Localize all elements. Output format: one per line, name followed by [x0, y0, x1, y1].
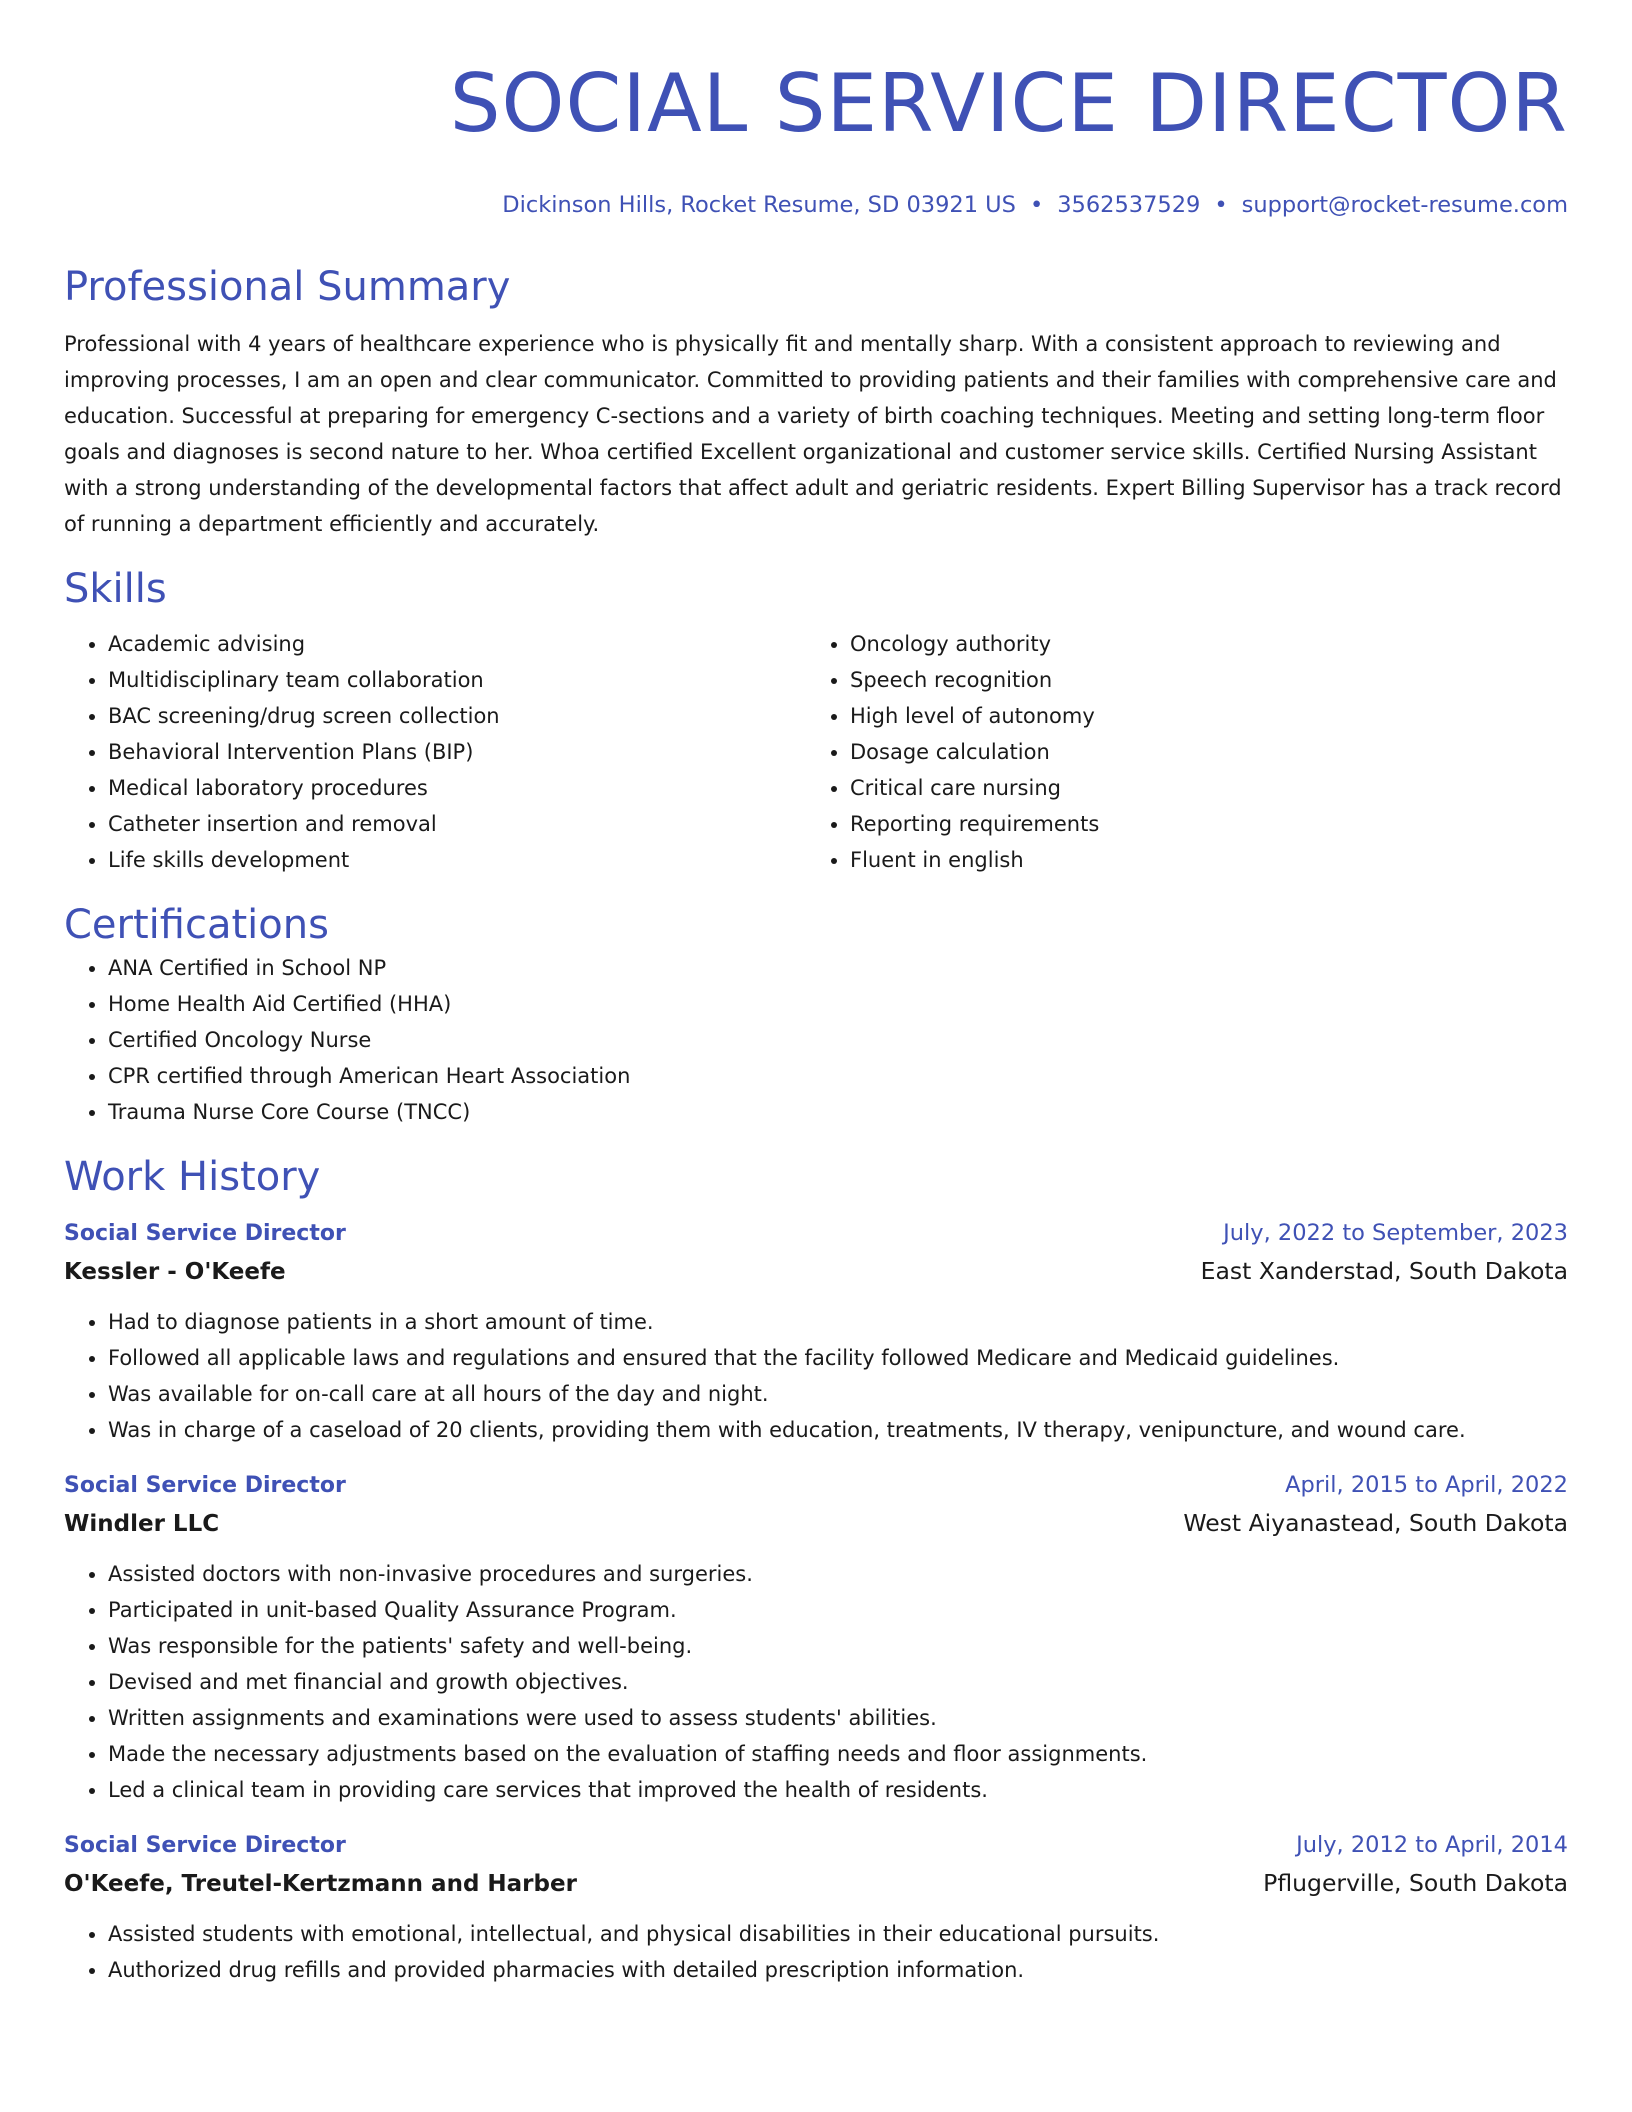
job-duty-item: • Authorized drug refills and provided pharmacies with detailed prescription information.: [108, 1952, 1568, 1988]
job-entry: [64, 1216, 1568, 1448]
contact-line: [64, 190, 1568, 220]
job-duty-item: • Led a clinical team in providing care services that improved the health of residents.: [108, 1772, 1568, 1808]
skills-column-left: [64, 626, 806, 878]
skill-item: • Oncology authority: [850, 626, 1548, 662]
job-location: Pflugerville, South Dakota: [1263, 1869, 1568, 1897]
contact-address: Dickinson Hills, Rocket Resume, SD 03921 US: [502, 192, 1016, 218]
skills-list-left: [64, 626, 806, 878]
job-dates: July, 2022 to September, 2023: [1223, 1220, 1568, 1246]
job-duty-item: • Was responsible for the patients' safety and well-being.: [108, 1628, 1568, 1664]
certifications-heading: Certifications: [64, 902, 329, 948]
skills-column-right: [806, 626, 1548, 878]
job-location: East Xanderstad, South Dakota: [1200, 1257, 1568, 1285]
skill-item: • Critical care nursing: [850, 770, 1548, 806]
skill-item: • Life skills development: [108, 842, 806, 878]
job-duties-list: [64, 1916, 1568, 1988]
skill-item: • Dosage calculation: [850, 734, 1548, 770]
job-duty-item: • Written assignments and examinations were used to assess students' abilities.: [108, 1700, 1568, 1736]
skill-item: • BAC screening/drug screen collection: [108, 698, 806, 734]
contact-email: support@rocket-resume.com: [1241, 192, 1568, 218]
resume-header: [64, 56, 1568, 220]
job-duty-item: • Had to diagnose patients in a short amount of time.: [108, 1304, 1568, 1340]
job-company-row: [64, 1863, 1568, 1904]
job-duty-item: • Devised and met financial and growth objectives.: [108, 1664, 1568, 1700]
contact-separator: •: [1214, 192, 1228, 218]
job-entry: [64, 1468, 1568, 1808]
certification-item: • Trauma Nurse Core Course (TNCC): [108, 1094, 1568, 1130]
contact-separator: •: [1029, 192, 1044, 218]
job-title: Social Service Director: [64, 1221, 346, 1246]
skill-item: • Academic advising: [108, 626, 806, 662]
skills-heading: Skills: [64, 566, 167, 612]
job-title: Social Service Director: [64, 1473, 346, 1498]
job-title-row: [64, 1828, 1568, 1863]
skill-item: • Medical laboratory procedures: [108, 770, 806, 806]
job-duty-item: • Was available for on-call care at all hours of the day and night.: [108, 1376, 1568, 1412]
job-entry: [64, 1828, 1568, 1988]
job-duty-item: • Made the necessary adjustments based on the evaluation of staffing needs and floor assignments.: [108, 1736, 1568, 1772]
job-title-row: [64, 1468, 1568, 1503]
certification-item: • CPR certified through American Heart Association: [108, 1058, 1568, 1094]
skill-item: • Catheter insertion and removal: [108, 806, 806, 842]
certification-item: • ANA Certified in School NP: [108, 950, 1568, 986]
skills-list-right: [806, 626, 1548, 878]
job-company-row: [64, 1251, 1568, 1292]
certifications-list: [64, 950, 1568, 1130]
certification-item: • Certified Oncology Nurse: [108, 1022, 1568, 1058]
skill-item: • Fluent in english: [850, 842, 1548, 878]
job-company: Kessler - O'Keefe: [64, 1259, 286, 1285]
work-history-heading: Work History: [64, 1154, 321, 1200]
skill-item: • Multidisciplinary team collaboration: [108, 662, 806, 698]
job-title: Social Service Director: [64, 1833, 346, 1858]
job-title-row: [64, 1216, 1568, 1251]
job-duty-item: • Participated in unit-based Quality Assurance Program.: [108, 1592, 1568, 1628]
job-duty-item: • Assisted students with emotional, intellectual, and physical disabilities in their educational pursuits.: [108, 1916, 1568, 1952]
job-dates: July, 2012 to April, 2014: [1296, 1832, 1568, 1858]
job-location: West Aiyanastead, South Dakota: [1183, 1509, 1568, 1537]
summary-text: Professional with 4 years of healthcare experience who is physically fit and mentally sharp. With a consistent approach to reviewing and improving processes, I am an open and clear communicator. Committed to providing patients and their families with comprehensive care and education. Successful at preparing for emergency C-sections and a variety of birth coaching techniques. Meeting and setting long-term floor goals and diagnoses is second nature to her. Whoa certified Excellent organizational and customer service skills. Certified Nursing Assistant with a strong understanding of the developmental factors that affect adult and geriatric residents. Expert Billing Supervisor has a track record of running a department efficiently and accurately.: [64, 332, 1562, 536]
job-duties-list: [64, 1556, 1568, 1808]
job-company-row: [64, 1503, 1568, 1544]
job-duty-item: • Assisted doctors with non-invasive procedures and surgeries.: [108, 1556, 1568, 1592]
work-history-list: [64, 1216, 1568, 1988]
contact-phone: 3562537529: [1057, 192, 1201, 218]
job-company: Windler LLC: [64, 1511, 220, 1537]
summary-heading: Professional Summary: [64, 264, 511, 310]
skill-item: • Behavioral Intervention Plans (BIP): [108, 734, 806, 770]
certification-item: • Home Health Aid Certified (HHA): [108, 986, 1568, 1022]
resume-name: SOCIAL SERVICE DIRECTOR: [449, 57, 1568, 150]
job-duty-item: • Followed all applicable laws and regulations and ensured that the facility followed Medicare and Medicaid guidelines.: [108, 1340, 1568, 1376]
skill-item: • High level of autonomy: [850, 698, 1548, 734]
job-dates: April, 2015 to April, 2022: [1285, 1472, 1568, 1498]
job-duty-item: • Was in charge of a caseload of 20 clients, providing them with education, treatments, IV therapy, venipuncture, and wound care.: [108, 1412, 1568, 1448]
skill-item: • Reporting requirements: [850, 806, 1548, 842]
job-duties-list: [64, 1304, 1568, 1448]
skills-grid: [64, 626, 1568, 878]
skill-item: • Speech recognition: [850, 662, 1548, 698]
job-company: O'Keefe, Treutel-Kertzmann and Harber: [64, 1871, 577, 1897]
